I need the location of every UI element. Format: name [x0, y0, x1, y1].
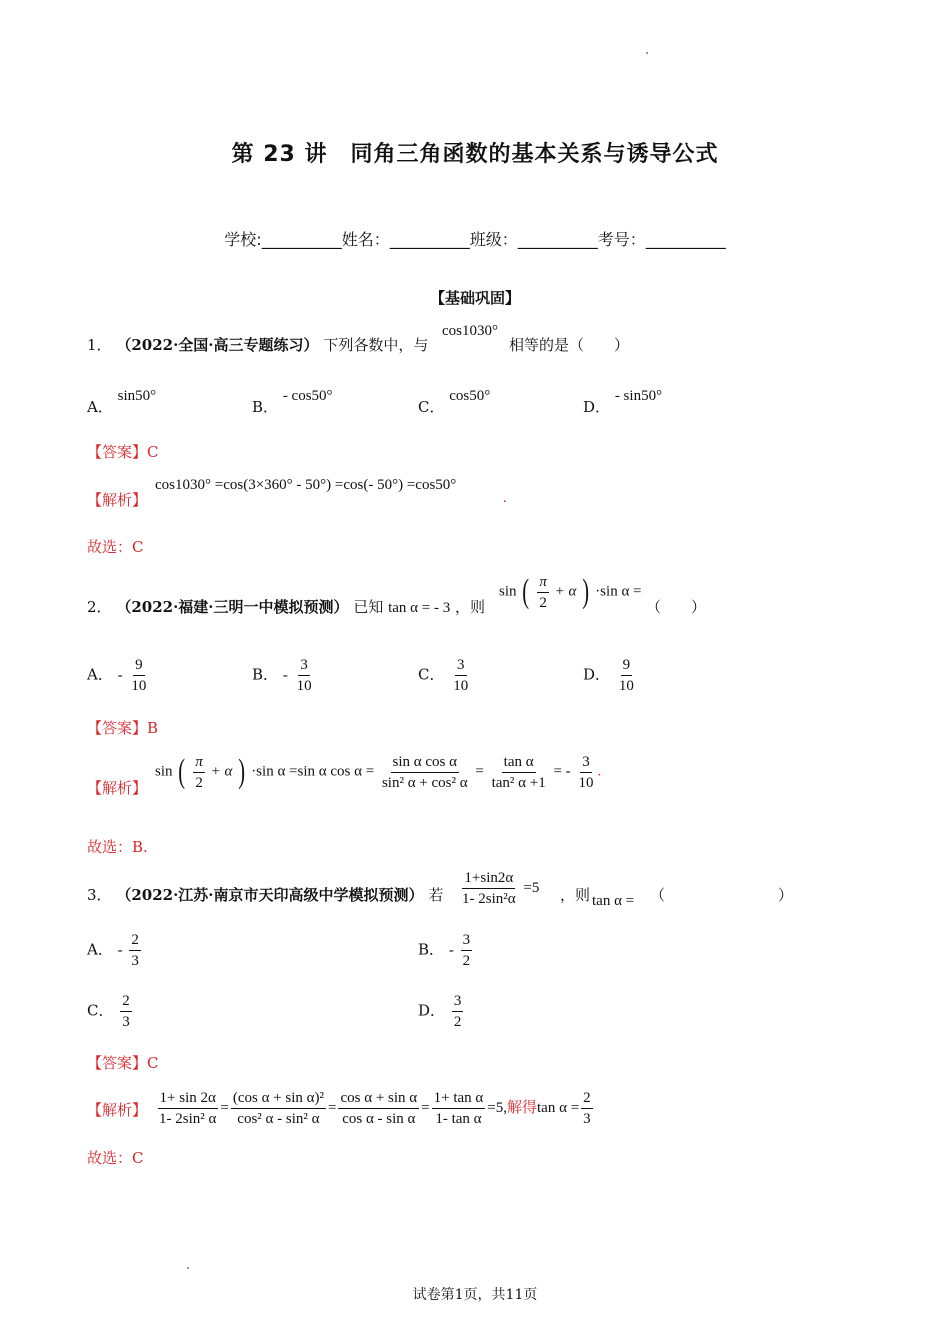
question-source: （2022·福建·三明一中模拟预测）: [116, 598, 349, 616]
fraction-num: 3: [580, 752, 592, 773]
fraction-num: tan α: [502, 752, 536, 773]
fraction-num: (cos α + sin α)²: [231, 1088, 326, 1109]
equals: =: [475, 763, 484, 780]
page-title: 第 23 讲 同角三角函数的基本关系与诱导公式: [231, 142, 719, 167]
option-sign: -: [117, 667, 123, 684]
question-text: ，则: [455, 598, 486, 616]
fraction-den: 10: [618, 678, 634, 694]
fraction-num: 9: [621, 655, 633, 676]
question-text: 已知: [353, 598, 384, 616]
choice-line: 故选：B.: [87, 838, 148, 856]
option-value: cos50°: [449, 388, 491, 404]
fraction-den: sin² α + cos² α: [381, 774, 468, 791]
option-label: C．: [87, 1001, 114, 1020]
option-d[interactable]: [418, 991, 465, 1032]
fraction-den: cos α - sin α: [342, 1111, 416, 1127]
option-c[interactable]: [87, 991, 134, 1032]
question-given: tan α = - 3: [388, 600, 451, 616]
fraction-num: cos α + sin α: [338, 1088, 419, 1109]
fraction: [581, 1088, 593, 1129]
decorative-dot: [646, 52, 648, 54]
fraction-den: 10: [578, 774, 594, 791]
answer-line: [87, 718, 158, 738]
fraction: [490, 752, 548, 793]
option-b[interactable]: [418, 930, 474, 971]
analysis-formula: [155, 1088, 595, 1129]
fraction-num: π: [537, 572, 549, 593]
fraction-num: sin α cos α: [391, 752, 459, 773]
fraction-den: 2: [462, 953, 471, 969]
choice-line: 故选：C: [87, 538, 144, 556]
option-fraction: [295, 655, 314, 696]
question-expr: tan α =: [592, 893, 635, 909]
answer-tag: 【答案】: [87, 1054, 148, 1072]
fraction-den: 1- 2sin² α: [159, 1111, 217, 1127]
analysis-solve: 解得: [507, 1099, 538, 1116]
fraction: [157, 1088, 218, 1129]
fraction-den: 3: [131, 953, 139, 969]
option-sign: -: [282, 667, 288, 684]
fraction-num: 2: [129, 930, 141, 951]
expr-plus: + α: [554, 583, 577, 600]
option-label: C．: [418, 665, 445, 684]
option-label: A．: [87, 665, 113, 684]
page-footer: 试卷第1页，共11页: [412, 1287, 538, 1303]
analysis-part: ·sin α =sin α cos α =: [251, 763, 375, 780]
question-2: [87, 597, 485, 618]
analysis-end: .: [597, 763, 602, 780]
fraction-num: 3: [455, 655, 467, 676]
option-d[interactable]: [583, 655, 638, 696]
option-c[interactable]: [418, 655, 472, 696]
question-number: 1．: [87, 336, 112, 354]
fraction-den: 3: [122, 1014, 130, 1030]
equals: =5: [523, 879, 540, 896]
answer-tag: 【答案】: [87, 443, 148, 461]
equals: = -: [553, 763, 571, 780]
left-paren: (: [522, 573, 530, 610]
question-blank: （ ）: [646, 598, 707, 616]
option-value: - sin50°: [614, 388, 663, 404]
option-fraction: [461, 930, 473, 971]
option-a[interactable]: [87, 930, 143, 971]
fraction-num: 3: [461, 930, 473, 951]
question-expr: [499, 570, 642, 614]
option-value: sin50°: [117, 388, 157, 404]
fraction-den: 10: [131, 678, 147, 694]
analysis-tag: 【解析】: [87, 1101, 148, 1119]
fraction-num: 1+ sin 2α: [158, 1088, 218, 1109]
option-label: C．: [418, 398, 445, 416]
fraction-num: 1+ tan α: [432, 1088, 486, 1109]
fraction-den: 2: [195, 774, 203, 791]
option-label: A．: [87, 940, 113, 959]
expr-plus: + α: [210, 763, 233, 780]
question-blank-close: ）: [778, 886, 794, 904]
option-sign: -: [448, 942, 454, 959]
analysis-formula: cos1030° =cos(3×360° - 50°) =cos(- 50°) =cos50°: [155, 477, 457, 493]
option-a[interactable]: [87, 655, 150, 696]
answer-value: C: [147, 443, 159, 461]
analysis-end: .: [503, 490, 507, 506]
analysis-tag: 【解析】: [87, 491, 148, 509]
option-fraction: [617, 655, 636, 696]
right-paren: ): [582, 573, 590, 610]
question-1: [87, 335, 428, 355]
fraction: [460, 868, 518, 909]
fraction-num: 1+sin2α: [462, 868, 515, 889]
question-condition: [458, 868, 539, 909]
analysis-result: tan α =: [537, 1099, 580, 1116]
option-fraction: [129, 655, 148, 696]
option-label: B．: [252, 665, 279, 684]
choice-line: 故选：C: [87, 1149, 144, 1167]
fraction-num: 2: [581, 1088, 593, 1109]
fraction: [380, 752, 470, 793]
option-label: B．: [252, 398, 279, 416]
option-a[interactable]: [87, 384, 157, 416]
expr-sin: sin: [499, 583, 517, 600]
student-info-line: 学校:__________姓名：__________班级：__________考号：__________: [224, 230, 726, 249]
fraction: [432, 1088, 486, 1129]
question-text: ，则: [560, 886, 591, 904]
option-b[interactable]: [252, 384, 333, 416]
question-source: （2022·全国·高三专题练习）: [116, 336, 319, 354]
question-text: 若: [428, 886, 444, 904]
option-label: B．: [418, 940, 445, 959]
question-3: [87, 885, 443, 905]
question-source: （2022·江苏·南京市天印高级中学模拟预测）: [116, 886, 424, 904]
fraction-den: 3: [583, 1111, 591, 1127]
answer-line: [87, 1053, 159, 1073]
fraction-den: 1- 2sin²α: [462, 891, 516, 907]
answer-line: [87, 442, 159, 462]
option-label: D．: [418, 1001, 446, 1020]
option-fraction: [452, 991, 464, 1032]
fraction-num: 3: [298, 655, 310, 676]
analysis-tag: 【解析】: [87, 779, 148, 797]
fraction: [231, 1088, 326, 1129]
expr-tail: ·sin α =: [595, 583, 642, 600]
question-number: 3．: [87, 886, 112, 904]
option-label: D．: [583, 665, 611, 684]
fraction-num: 9: [133, 655, 145, 676]
answer-value: B: [147, 719, 159, 737]
question-text: 下列各数中，与: [323, 336, 429, 354]
question-number: 2．: [87, 598, 112, 616]
option-fraction: [120, 991, 132, 1032]
section-heading: 【基础巩固】: [429, 289, 520, 307]
fraction: [193, 752, 205, 793]
option-fraction: [129, 930, 141, 971]
fraction-den: cos² α - sin² α: [237, 1111, 320, 1127]
answer-value: C: [147, 1054, 159, 1072]
fraction-den: 2: [539, 594, 547, 611]
option-label: D．: [583, 398, 611, 416]
equals: =: [220, 1099, 229, 1116]
right-paren: ): [238, 753, 246, 790]
fraction-den: 10: [453, 678, 469, 694]
option-c[interactable]: [418, 384, 491, 416]
analysis-formula: [155, 750, 601, 794]
question-text: 相等的是（ ）: [509, 336, 630, 354]
expr-sin: sin: [155, 763, 173, 780]
question-expr: cos1030°: [442, 323, 498, 339]
fraction-num: 2: [120, 991, 132, 1012]
analysis-tail: =5,: [487, 1099, 507, 1116]
option-b[interactable]: [252, 655, 316, 696]
fraction: [576, 752, 595, 793]
answer-tag: 【答案】: [87, 719, 148, 737]
fraction-den: tan² α +1: [491, 774, 546, 791]
fraction-den: 1- tan α: [435, 1111, 482, 1127]
option-label: A．: [87, 398, 113, 416]
fraction-num: 3: [452, 991, 464, 1012]
option-fraction: [451, 655, 470, 696]
fraction: [338, 1088, 419, 1129]
equals: =: [328, 1099, 337, 1116]
fraction-den: 10: [296, 678, 312, 694]
fraction-den: 2: [453, 1014, 462, 1030]
option-value: - cos50°: [282, 388, 333, 404]
decorative-dot: [187, 1267, 189, 1269]
fraction: [537, 572, 549, 613]
option-d[interactable]: [583, 384, 663, 416]
fraction-num: π: [193, 752, 205, 773]
equals: =: [421, 1099, 430, 1116]
question-blank-open: （: [650, 886, 666, 904]
option-sign: -: [117, 942, 123, 959]
left-paren: (: [178, 753, 186, 790]
